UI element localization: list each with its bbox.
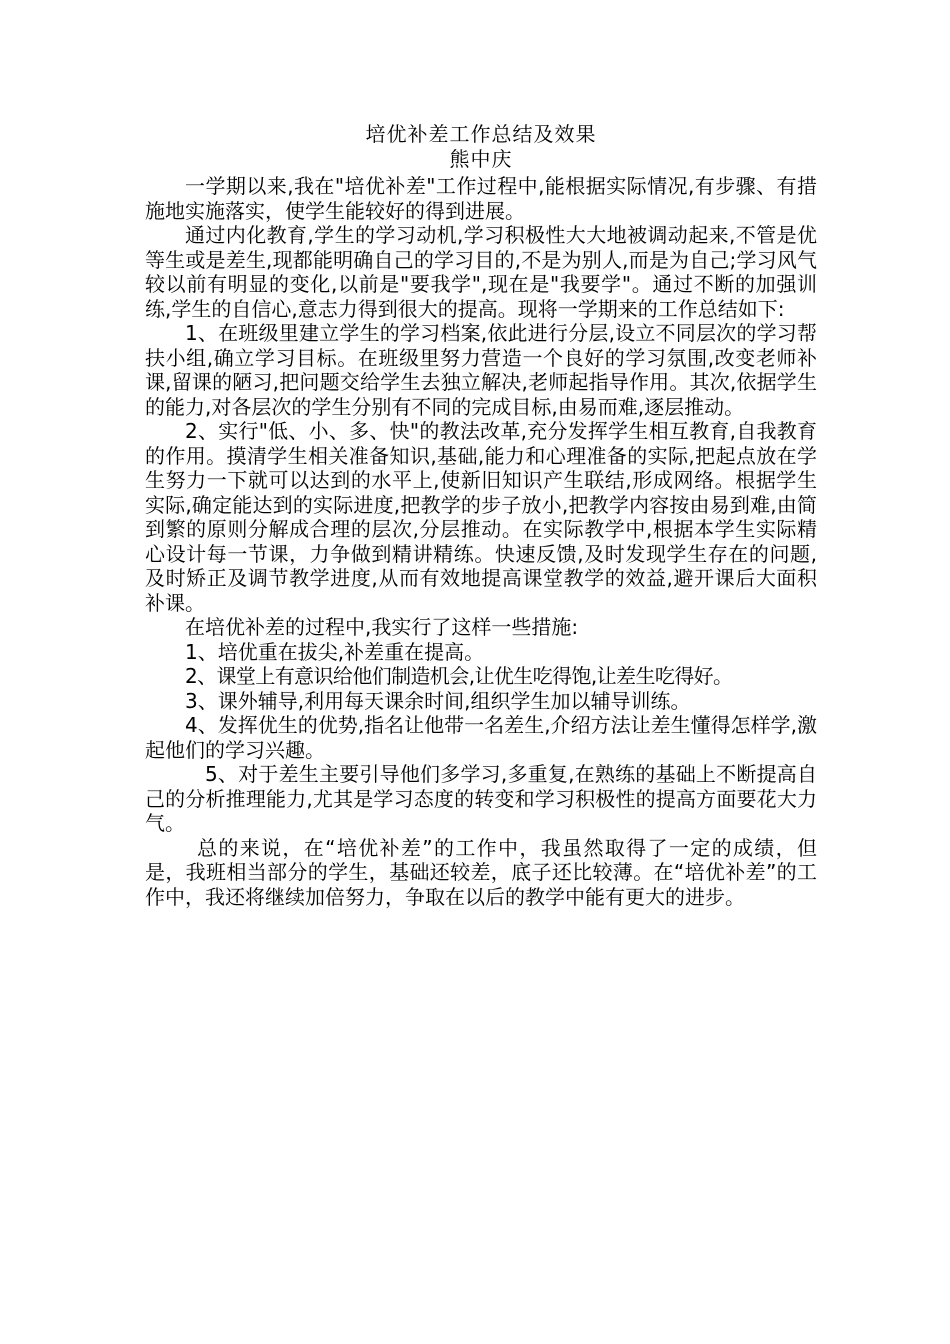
- paragraph-conclusion: 总的来说，在“培优补差”的工作中，我虽然取得了一定的成绩，但是，我班相当部分的学生，基础还较差，底子还比较薄。在“培优补差”的工作中，我还将继续加倍努力，争取在以后的教学中能有更大的进步。: [145, 835, 817, 909]
- paragraph-point-2: 2、实行"低、小、多、快"的教法改革,充分发挥学生相互教育,自我教育的作用。摸清学生相关准备知识,基础,能力和心理准备的实际,把起点放在学生努力一下就可以达到的水平上,使新旧知识产生联结,形成网络。根据学生实际,确定能达到的实际进度,把教学的步子放小,把教学内容按由易到难,由简到繁的原则分解成合理的层次,分层推动。在实际教学中,根据本学生实际精心设计每一节课，力争做到精讲精练。快速反馈,及时发现学生存在的问题,及时矫正及调节教学进度,从而有效地提高课堂教学的效益,避开课后大面积补课。: [145, 419, 817, 615]
- measure-item-2: 2、课堂上有意识给他们制造机会,让优生吃得饱,让差生吃得好。: [185, 664, 733, 688]
- paragraph-point-1: 1、在班级里建立学生的学习档案,依此进行分层,设立不同层次的学习帮扶小组,确立学习目标。在班级里努力营造一个良好的学习氛围,改变老师补课,留课的陋习,把问题交给学生去独立解决,老师起指导作用。其次,依据学生的能力,对各层次的学生分别有不同的完成目标,由易而难,逐层推动。: [145, 321, 817, 419]
- measure-item-5: 5、对于差生主要引导他们多学习,多重复,在熟练的基础上不断提高自己的分析推理能力,尤其是学习态度的转变和学习积极性的提高方面要花大力气。: [145, 762, 817, 835]
- document-body: [145, 122, 817, 909]
- paragraph-results: 通过内化教育,学生的学习动机,学习积极性大大地被调动起来,不管是优等生或是差生,现都能明确自己的学习目的,不是为别人,而是为自己;学习风气较以前有明显的变化,以前是"要我学",现在是"我要学"。通过不断的加强训练,学生的自信心,意志力得到很大的提高。现将一学期来的工作总结如下:: [145, 223, 817, 321]
- measure-item-3: 3、课外辅导,利用每天课余时间,组织学生加以辅导训练。: [185, 688, 691, 713]
- paragraph-measures-intro: 在培优补差的过程中,我实行了这样一些措施:: [185, 615, 579, 639]
- document-author: 熊中庆: [449, 147, 513, 171]
- paragraph-intro: 一学期以来,我在"培优补差"工作过程中,能根据实际情况,有步骤、有措施地实施落实，使学生能较好的得到进展。: [145, 174, 817, 223]
- document-title: 培优补差工作总结及效果: [365, 122, 597, 146]
- measure-item-1: 1、培优重在拔尖,补差重在提高。: [185, 639, 485, 664]
- measure-item-4: 4、发挥优生的优势,指名让他带一名差生,介绍方法让差生懂得怎样学,激起他们的学习兴趣。: [145, 713, 817, 762]
